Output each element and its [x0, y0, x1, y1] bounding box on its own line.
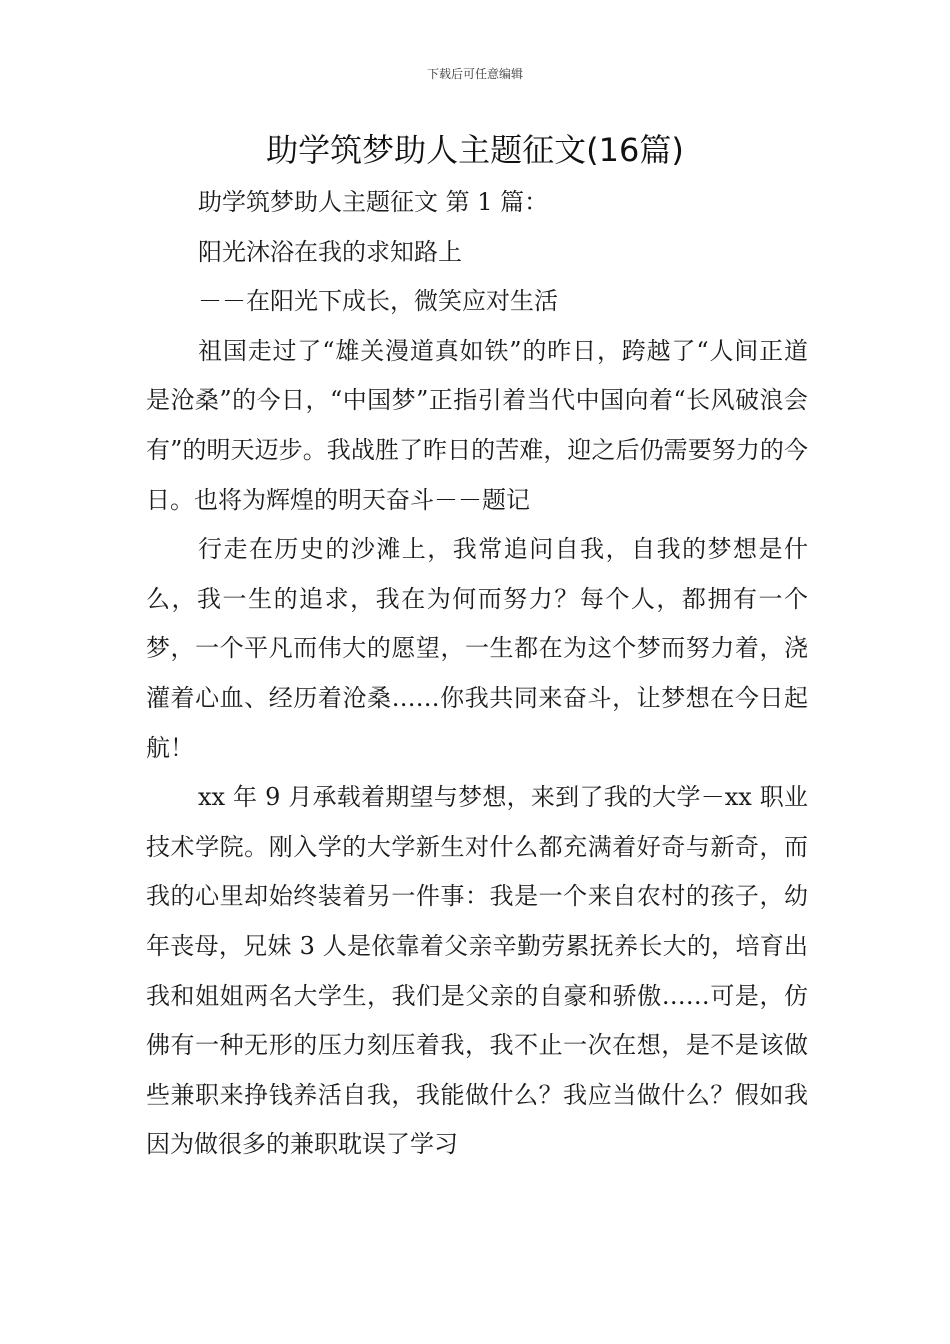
document-title: 助学筑梦助人主题征文(16篇) — [266, 131, 684, 169]
section-heading: 助学筑梦助人主题征文 第 1 篇： — [198, 188, 549, 216]
paragraph: xx 年 9 月承载着期望与梦想，来到了我的大学－xx 职业技术学院。刚入学的大学新生对什么都充满着好奇与新奇，而我的心里却始终装着另一件事：我是一个来自农村的孩子，幼年丧母，兄妹 3 人是依靠着父亲辛勤劳累抚养长大的，培育出我和姐姐两名大学生，我们是父亲的自豪和骄傲……可是，仿佛有一种无形的压力刻压着我，我不止一次在想，是不是该做些兼职来挣钱养活自我，我能做什么？我应当做什么？假如我因为做很多的兼职耽误了学习 — [146, 783, 808, 1159]
paragraph: 行走在历史的沙滩上，我常追问自我，自我的梦想是什么，我一生的追求，我在为何而努力？每个人，都拥有一个梦，一个平凡而伟大的愿望，一生都在为这个梦而努力着，浇灌着心血、经历着沧桑……你我共同来奋斗，让梦想在今日起航！ — [146, 535, 808, 762]
essay-subtitle: －－在阳光下成长，微笑应对生活 — [198, 287, 558, 316]
paragraph: 祖国走过了“雄关漫道真如铁”的昨日，跨越了“人间正道是沧桑”的今日，“中国梦”正指引着当代中国向着“长风破浪会有”的明天迈步。我战胜了昨日的苦难，迎之后仍需要努力的今日。也将为辉煌的明天奋斗－－题记 — [146, 336, 808, 514]
essay-title: 阳光沐浴在我的求知路上 — [198, 237, 462, 266]
header-note: 下载后可任意编辑 — [426, 67, 523, 81]
document-body — [146, 178, 808, 1170]
